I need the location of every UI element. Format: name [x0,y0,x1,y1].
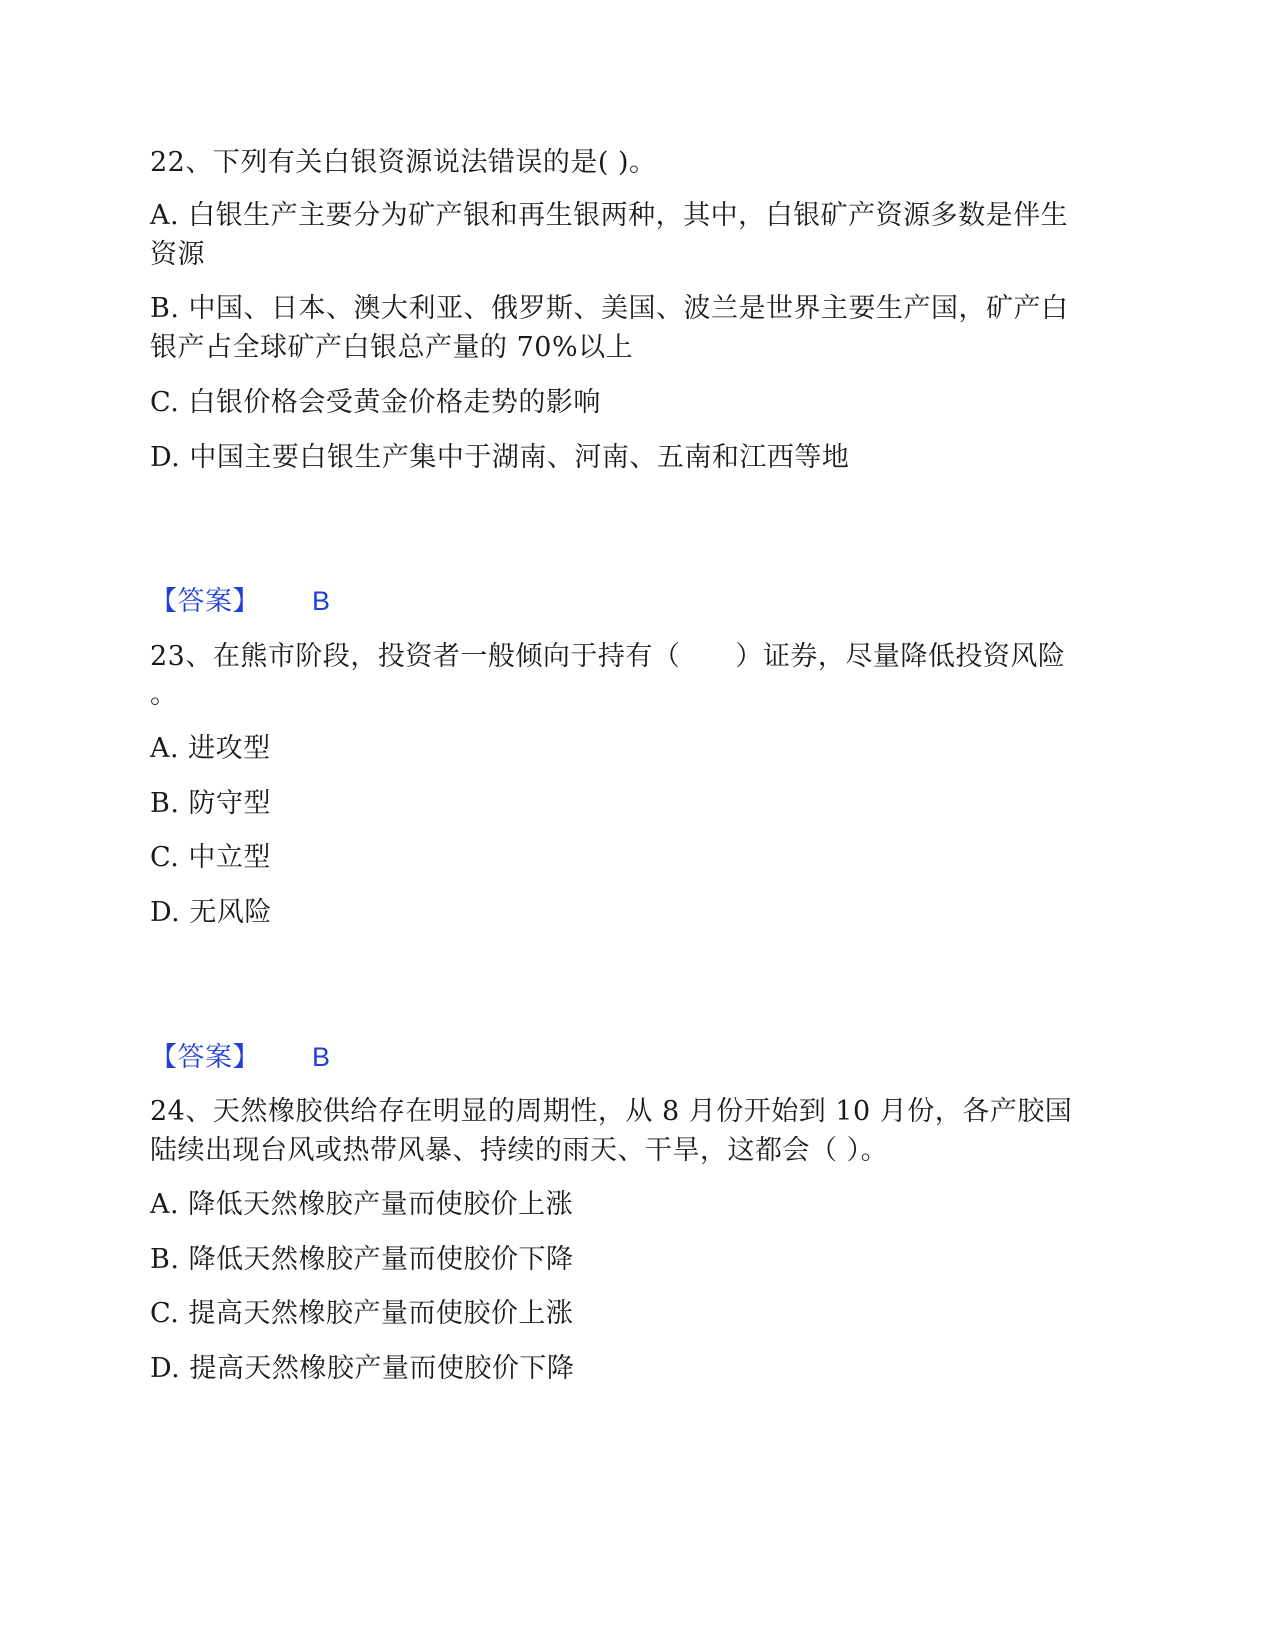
answer-22 [150,582,331,621]
question-23-option-c: C. 中立型 [150,842,271,873]
answer-label: 【答案】 [150,1042,260,1073]
question-23-option-d: D. 无风险 [150,897,272,928]
question-23-stem-line1: 23、在熊市阶段，投资者一般倾向于持有（ ）证券，尽量降低投资风险 [150,641,1066,672]
question-22-option-a-line2: 资源 [150,239,205,270]
question-22-option-b-line2: 银产占全球矿产白银总产量的 70%以上 [150,332,634,363]
question-24-option-a: A. 降低天然橡胶产量而使胶价上涨 [150,1189,574,1220]
question-24-stem-line2: 陆续出现台风或热带风暴、持续的雨天、干旱，这都会（ ）。 [150,1135,889,1166]
question-22-option-b-line1: B. 中国、日本、澳大利亚、俄罗斯、美国、波兰是世界主要生产国，矿产白 [150,293,1069,324]
answer-23 [150,1038,331,1077]
answer-label: 【答案】 [150,586,260,617]
question-23-option-a: A. 进攻型 [150,733,271,764]
answer-value: B [312,1042,331,1072]
question-22-option-a-line1: A. 白银生产主要分为矿产银和再生银两种，其中，白银矿产资源多数是伴生 [150,200,1069,231]
question-22-stem: 22、下列有关白银资源说法错误的是( )。 [150,147,657,178]
answer-value: B [312,586,331,616]
question-22-option-c: C. 白银价格会受黄金价格走势的影响 [150,387,601,418]
question-22-option-d: D. 中国主要白银生产集中于湖南、河南、五南和江西等地 [150,442,850,473]
question-23-stem-line2: 。 [150,679,178,710]
question-24-option-b: B. 降低天然橡胶产量而使胶价下降 [150,1244,574,1275]
question-24-stem-line1: 24、天然橡胶供给存在明显的周期性，从 8 月份开始到 10 月份，各产胶国 [150,1096,1073,1127]
question-24-option-c: C. 提高天然橡胶产量而使胶价上涨 [150,1298,574,1329]
question-24-option-d: D. 提高天然橡胶产量而使胶价下降 [150,1353,575,1384]
question-23-option-b: B. 防守型 [150,788,272,819]
